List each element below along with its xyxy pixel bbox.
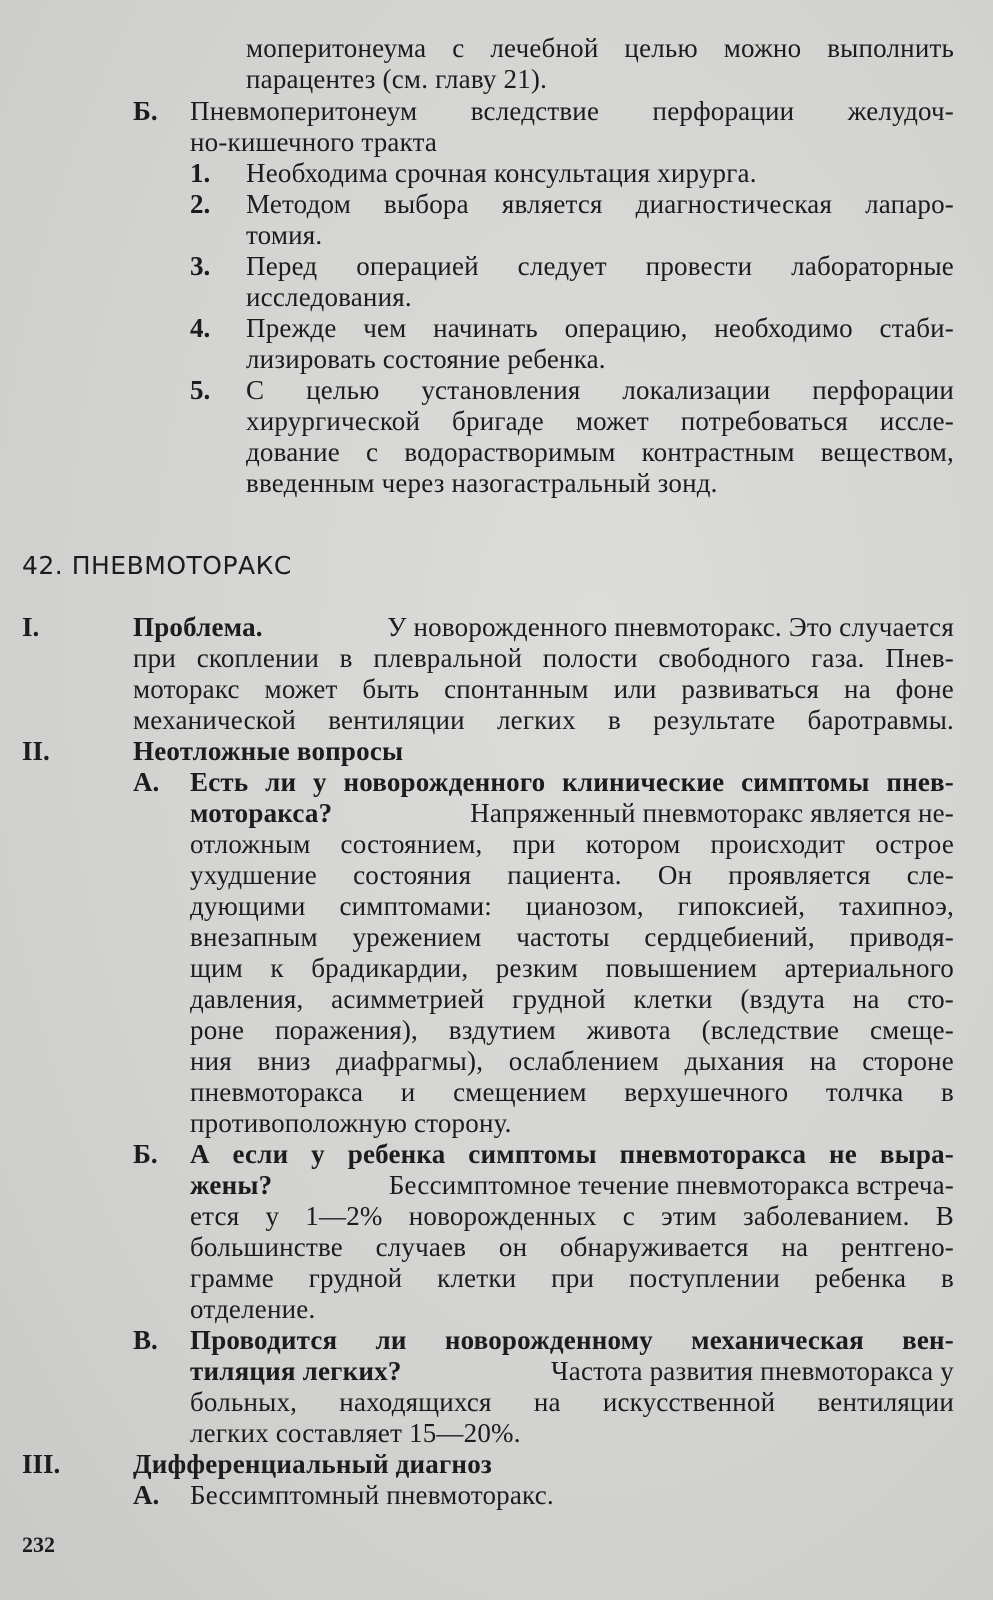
text-line: механической вентиляции легких в результате баротравмы. [133,705,954,735]
text-line: ния вниз диафрагмы), ослаблением дыхания на стороне [190,1046,954,1076]
text-line: ухудшение состояния пациента. Он проявляется сле- [190,860,954,890]
text-line: Прежде чем начинать операцию, необходимо стаби- [246,313,954,343]
text-line [190,798,954,829]
text-line: Перед операцией следует провести лабораторные [246,251,954,281]
text-line: ется у 1—2% новорожденных с этим заболеванием. В [190,1201,954,1231]
item-number: 4. [190,313,211,343]
chapter-heading: 42. ПНЕВМОТОРАКС [22,551,292,580]
text-line: отложным состоянием, при котором происходит острое [190,829,954,859]
section-title: Неотложные вопросы [133,736,404,766]
text-line: большинстве случаев он обнаруживается на рентгено- [190,1232,954,1262]
lead-word: Проблема. [133,612,263,642]
page-number: 232 [22,1532,55,1557]
text-line: дование с водорастворимым контрастным веществом, [246,437,954,467]
text-line: внезапным урежением частоты сердцебиений, приводя- [190,922,954,952]
text-line: моторакс может быть спонтанным или развиваться на фоне [133,674,954,704]
text-line: томия. [246,220,323,250]
text-line: А если у ребенка симптомы пневмоторакса не выра- [190,1139,954,1169]
text-line: Пневмоперитонеум вследствие перфорации желудоч- [190,96,954,126]
text-line: Методом выбора является диагностическая лапаро- [246,189,954,219]
text-line: С целью установления локализации перфорации [246,375,954,405]
text-line: введенным через назогастральный зонд. [246,468,718,498]
text-line: моперитонеума с лечебной целью можно выполнить [246,33,954,63]
text-line: противоположную сторону. [190,1108,512,1138]
text-line: грамме грудной клетки при поступлении ребенка в [190,1263,954,1293]
section-label: I. [22,612,40,642]
text-segment: Напряженный пневмоторакс является не- [463,798,954,828]
question-end: жены? [190,1170,273,1200]
subsection-label: В. [133,1325,158,1355]
text-line [133,612,954,643]
text-line: пневмоторакса и смещением верхушечного толчка в [190,1077,954,1107]
subsection-label: А. [133,767,160,797]
subsection-label: Б. [133,1139,158,1169]
question-end: тиляция легких? [190,1356,402,1386]
text-line: лизировать состояние ребенка. [246,344,606,374]
text-line: Проводится ли новорожденному механическая вен- [190,1325,954,1355]
text-line: Необходима срочная консультация хирурга. [246,158,757,188]
section-label: II. [22,736,50,766]
text-line: отделение. [190,1294,316,1324]
text-segment: Частота развития пневмоторакса у [544,1356,954,1386]
question-end: моторакса? [190,798,333,828]
subsection-label: А. [133,1480,160,1510]
text-line: Есть ли у новорожденного клинические симптомы пнев- [190,767,954,797]
text-line: исследования. [246,282,412,312]
text-line: роне поражения), вздутием живота (вследствие смеще- [190,1015,954,1045]
section-label: Б. [133,96,158,126]
item-number: 3. [190,251,211,281]
text-segment: У новорожденного пневмоторакс. Это случается [380,612,954,642]
text-line: щим к брадикардии, резким повышением артериального [190,953,954,983]
item-number: 1. [190,158,211,188]
text-segment: Бессимптомное течение пневмоторакса встреча- [381,1170,954,1200]
item-number: 5. [190,375,211,405]
text-line [190,1356,954,1387]
text-line: Бессимптомный пневмоторакс. [190,1480,554,1510]
text-line: дующими симптомами: цианозом, гипоксией, тахипноэ, [190,891,954,921]
section-label: III. [22,1449,61,1479]
text-line: легких составляет 15—20%. [190,1418,521,1448]
text-line: парацентез (см. главу 21). [246,64,548,94]
text-line: хирургической бригаде может потребоваться иссле- [246,406,954,436]
text-line [190,1170,954,1201]
section-title: Дифференциальный диагноз [133,1449,492,1479]
text-line: при скоплении в плевральной полости свободного газа. Пнев- [133,643,954,673]
item-number: 2. [190,189,211,219]
text-line: давления, асимметрией грудной клетки (вздута на сто- [190,984,954,1014]
text-line: больных, находящихся на искусственной вентиляции [190,1387,954,1417]
text-line: но-кишечного тракта [190,127,438,157]
